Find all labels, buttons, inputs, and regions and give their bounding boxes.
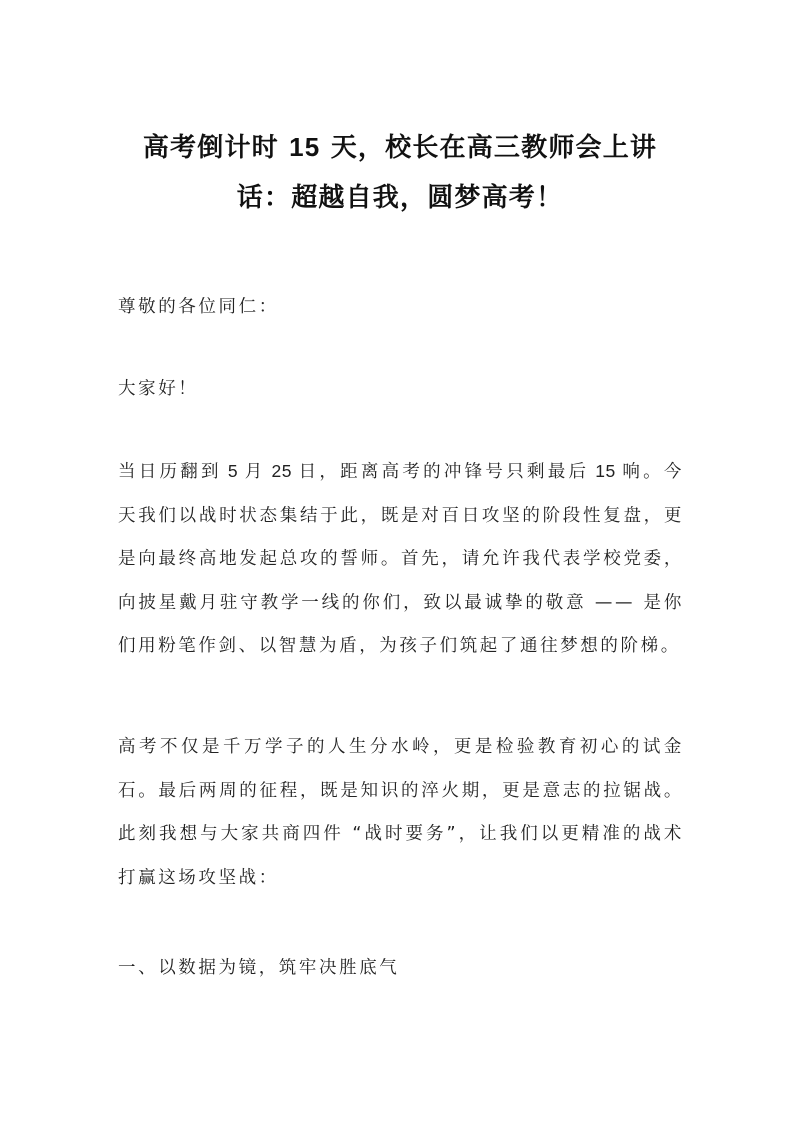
title-text-end: 天，校长在高三教师会上讲 bbox=[330, 133, 658, 163]
greeting: 大家好！ bbox=[118, 379, 199, 399]
text-segment: 月 bbox=[244, 462, 266, 482]
day-number: 25 bbox=[271, 461, 292, 481]
document-title bbox=[110, 122, 690, 223]
section-heading-1: 一、以数据为镜，筑牢决胜底气 bbox=[118, 958, 400, 978]
text-segment: 响。今天我们以战时状态集结于此，既是对百日攻坚的阶段性复盘，更是向最终高地发起总攻的誓师。首先，请允许我代表学校党委，向披星戴月驻守教学一线的你们，致以最诚挚的敬意 —— 是你们用粉笔作剑、以智慧为盾，为孩子们筑起了通往梦想的阶梯。 bbox=[118, 462, 684, 656]
month-number: 5 bbox=[227, 461, 239, 481]
paragraph-body: 高考不仅是千万学子的人生分水岭，更是检验教育初心的试金石。最后两周的征程，既是知识的淬火期，更是意志的拉锯战。此刻我想与大家共商四件 “战时要务”，让我们以更精准的战术打赢这场攻坚战： bbox=[118, 737, 684, 888]
text-segment: 日，距离高考的冲锋号只剩最后 bbox=[297, 462, 590, 482]
text-segment: 当日历翻到 bbox=[118, 462, 222, 482]
title-days-number: 15 bbox=[289, 132, 321, 162]
countdown-number: 15 bbox=[595, 461, 616, 481]
salutation: 尊敬的各位同仁： bbox=[118, 297, 279, 317]
title-line-1 bbox=[110, 122, 690, 173]
paragraph-intro bbox=[118, 450, 684, 669]
title-text-start: 高考倒计时 bbox=[142, 133, 279, 163]
title-line-2: 话：超越自我，圆梦高考！ bbox=[236, 183, 564, 213]
